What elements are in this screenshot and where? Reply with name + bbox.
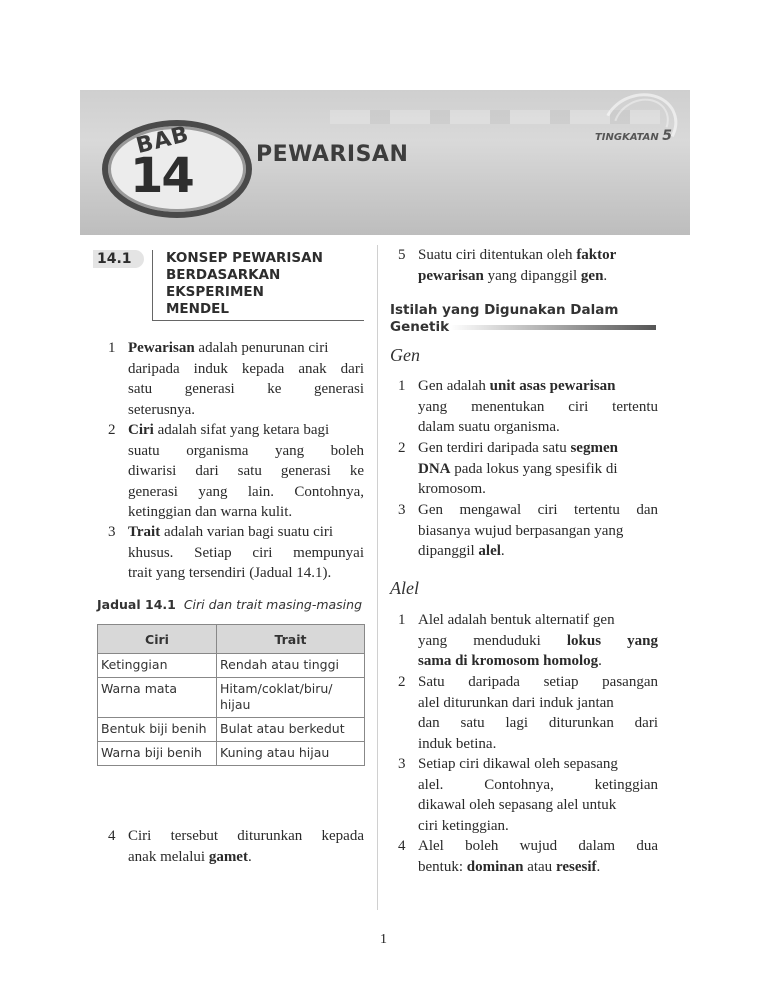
tingkatan-number: 5 <box>662 128 672 144</box>
item-text: Setiap ciri dikawal oleh sepasang <box>418 756 618 772</box>
item-number: 4 <box>108 828 116 844</box>
item-text: suatu organisma yang boleh <box>128 442 364 459</box>
table-cell: Rendah atau tinggi <box>217 654 365 678</box>
key-term: pewarisan <box>418 267 484 284</box>
item-text: seterusnya. <box>128 401 196 418</box>
item-text: adalah varian bagi suatu ciri <box>160 524 334 540</box>
table-cell: Warna mata <box>98 678 217 718</box>
item-text: ciri ketinggian. <box>418 817 509 834</box>
item-text: pada lokus yang spesifik di <box>450 460 618 477</box>
table-header-trait: Trait <box>217 625 365 654</box>
table-header-row <box>98 625 365 654</box>
item-text: adalah penurunan ciri <box>194 340 329 356</box>
item-text: daripada induk kepada anak dari <box>128 360 364 377</box>
item-text: khusus. Setiap ciri mempunyai <box>128 544 364 561</box>
item-number: 1 <box>398 612 406 628</box>
item-text: alel diturunkan dari induk jantan <box>418 694 614 711</box>
page-number: 1 <box>380 932 387 947</box>
section-title <box>166 250 366 318</box>
item-text: Alel boleh wujud dalam dua <box>418 838 658 854</box>
item-text: anak melalui <box>128 848 209 865</box>
list-item <box>398 500 658 562</box>
item-text: bentuk: <box>418 858 467 875</box>
table-row <box>98 742 365 766</box>
table-row <box>98 718 365 742</box>
key-term: alel <box>478 543 501 559</box>
key-term: DNA <box>418 460 451 477</box>
item-text: Satu daripada setiap pasangan <box>418 674 658 690</box>
item-text: . <box>500 543 505 559</box>
table-row <box>98 678 365 718</box>
list-item <box>398 438 658 500</box>
key-term: Ciri <box>128 422 154 438</box>
item-text: trait yang tersendiri (Jadual 14.1). <box>128 565 332 581</box>
item-text: dalam suatu organisma. <box>418 419 560 435</box>
traits-table <box>97 624 365 766</box>
item-text: Alel adalah bentuk alternatif gen <box>418 612 615 628</box>
list-item <box>398 376 658 438</box>
subheading <box>390 302 618 336</box>
item-text: adalah sifat yang ketara bagi <box>153 422 330 438</box>
list-item <box>398 672 658 754</box>
key-term: gamet <box>208 848 248 865</box>
chapter-title: PEWARISAN <box>256 142 409 167</box>
list-item <box>398 754 658 836</box>
section-title-line: KONSEP PEWARISAN <box>166 250 323 266</box>
item-text: . <box>596 858 601 875</box>
item-number: 1 <box>398 378 406 394</box>
item-text: satu generasi ke generasi <box>128 381 364 397</box>
table-row <box>98 654 365 678</box>
key-term: segmen <box>570 440 618 456</box>
item-text: dan satu lagi diturunkan dari <box>418 715 658 731</box>
section-bracket <box>152 250 153 320</box>
table-cell: Bulat atau berkedut <box>217 718 365 742</box>
item-text: . <box>247 848 252 865</box>
list-item <box>108 522 364 584</box>
item-text: . <box>603 267 608 284</box>
key-term: Pewarisan <box>128 340 195 356</box>
item-number: 3 <box>398 502 406 518</box>
key-term: faktor <box>576 247 617 263</box>
item-text: . <box>598 653 602 669</box>
table-cell: Hitam/coklat/biru/ hijau <box>217 678 365 718</box>
item-text: yang menentukan ciri tertentu <box>418 398 658 415</box>
item-text: generasi yang lain. Contohnya, <box>128 483 364 500</box>
subheading-bar <box>450 325 656 330</box>
item-text: alel. Contohnya, ketinggian <box>418 776 658 793</box>
item-number: 2 <box>108 422 116 438</box>
bab-label: BAB <box>133 121 192 160</box>
table-header-ciri: Ciri <box>98 625 217 654</box>
key-term: gen <box>580 267 604 284</box>
item-number: 2 <box>398 440 406 456</box>
table-cell: Kuning atau hijau <box>217 742 365 766</box>
list-item <box>108 338 364 420</box>
item-text: Gen mengawal ciri tertentu dan <box>418 502 658 518</box>
key-term: dominan <box>466 858 524 875</box>
section-title-line: EKSPERIMEN <box>166 284 264 300</box>
item-text: Gen terdiri daripada satu <box>418 440 571 456</box>
table-caption <box>97 597 362 612</box>
table-caption-text: Ciri dan trait masing-masing <box>183 597 363 612</box>
chapter-number: 14 <box>130 148 193 204</box>
section-title-line: BERDASARKAN <box>166 267 281 283</box>
item-text: ketinggian dan warna kulit. <box>128 504 293 520</box>
subheading-line: Istilah yang Digunakan Dalam <box>390 302 619 318</box>
key-term: resesif <box>555 858 597 875</box>
key-term: Trait <box>128 524 161 540</box>
item-number: 5 <box>398 247 406 263</box>
item-number: 3 <box>398 756 406 772</box>
list-item <box>398 836 658 877</box>
item-text: induk betina. <box>418 735 497 752</box>
list-item <box>398 610 658 672</box>
section-underline <box>152 320 364 321</box>
column-divider <box>377 245 378 910</box>
table-cell: Warna biji benih <box>98 742 217 766</box>
table-cell: Ketinggian <box>98 654 217 678</box>
form-level-label <box>595 128 672 144</box>
list-item <box>108 826 364 867</box>
key-term: lokus yang <box>566 632 658 649</box>
item-text: yang menduduki <box>418 632 567 649</box>
chapter-banner <box>80 90 690 235</box>
item-text: dikawal oleh sepasang alel untuk <box>418 797 617 813</box>
section-title-line: MENDEL <box>166 301 229 317</box>
item-number: 2 <box>398 674 406 690</box>
key-term: sama di kromosom homolog <box>418 653 599 669</box>
item-number: 1 <box>108 340 116 356</box>
tingkatan-text: TINGKATAN <box>594 132 659 143</box>
item-number: 4 <box>398 838 406 854</box>
item-text: biasanya wujud berpasangan yang <box>418 522 624 539</box>
item-text: dipanggil <box>418 543 479 559</box>
term-heading-gen: Gen <box>390 345 420 365</box>
item-text: Ciri tersebut diturunkan kepada <box>128 828 364 844</box>
list-item <box>108 420 364 523</box>
item-text: diwarisi dari satu generasi ke <box>128 463 364 479</box>
item-text: yang dipanggil <box>483 267 581 284</box>
item-text: atau <box>523 858 556 875</box>
table-label: Jadual 14.1 <box>97 597 176 612</box>
item-text: Suatu ciri ditentukan oleh <box>418 247 577 263</box>
subheading-line: Genetik <box>390 319 450 335</box>
item-text: kromosom. <box>418 481 486 497</box>
item-number: 3 <box>108 524 116 540</box>
item-text: Gen adalah <box>418 378 490 394</box>
section-number: 14.1 <box>93 250 144 268</box>
table-cell: Bentuk biji benih <box>98 718 217 742</box>
key-term: unit asas pewarisan <box>489 378 616 394</box>
list-item <box>398 245 658 286</box>
term-heading-alel: Alel <box>390 578 419 598</box>
